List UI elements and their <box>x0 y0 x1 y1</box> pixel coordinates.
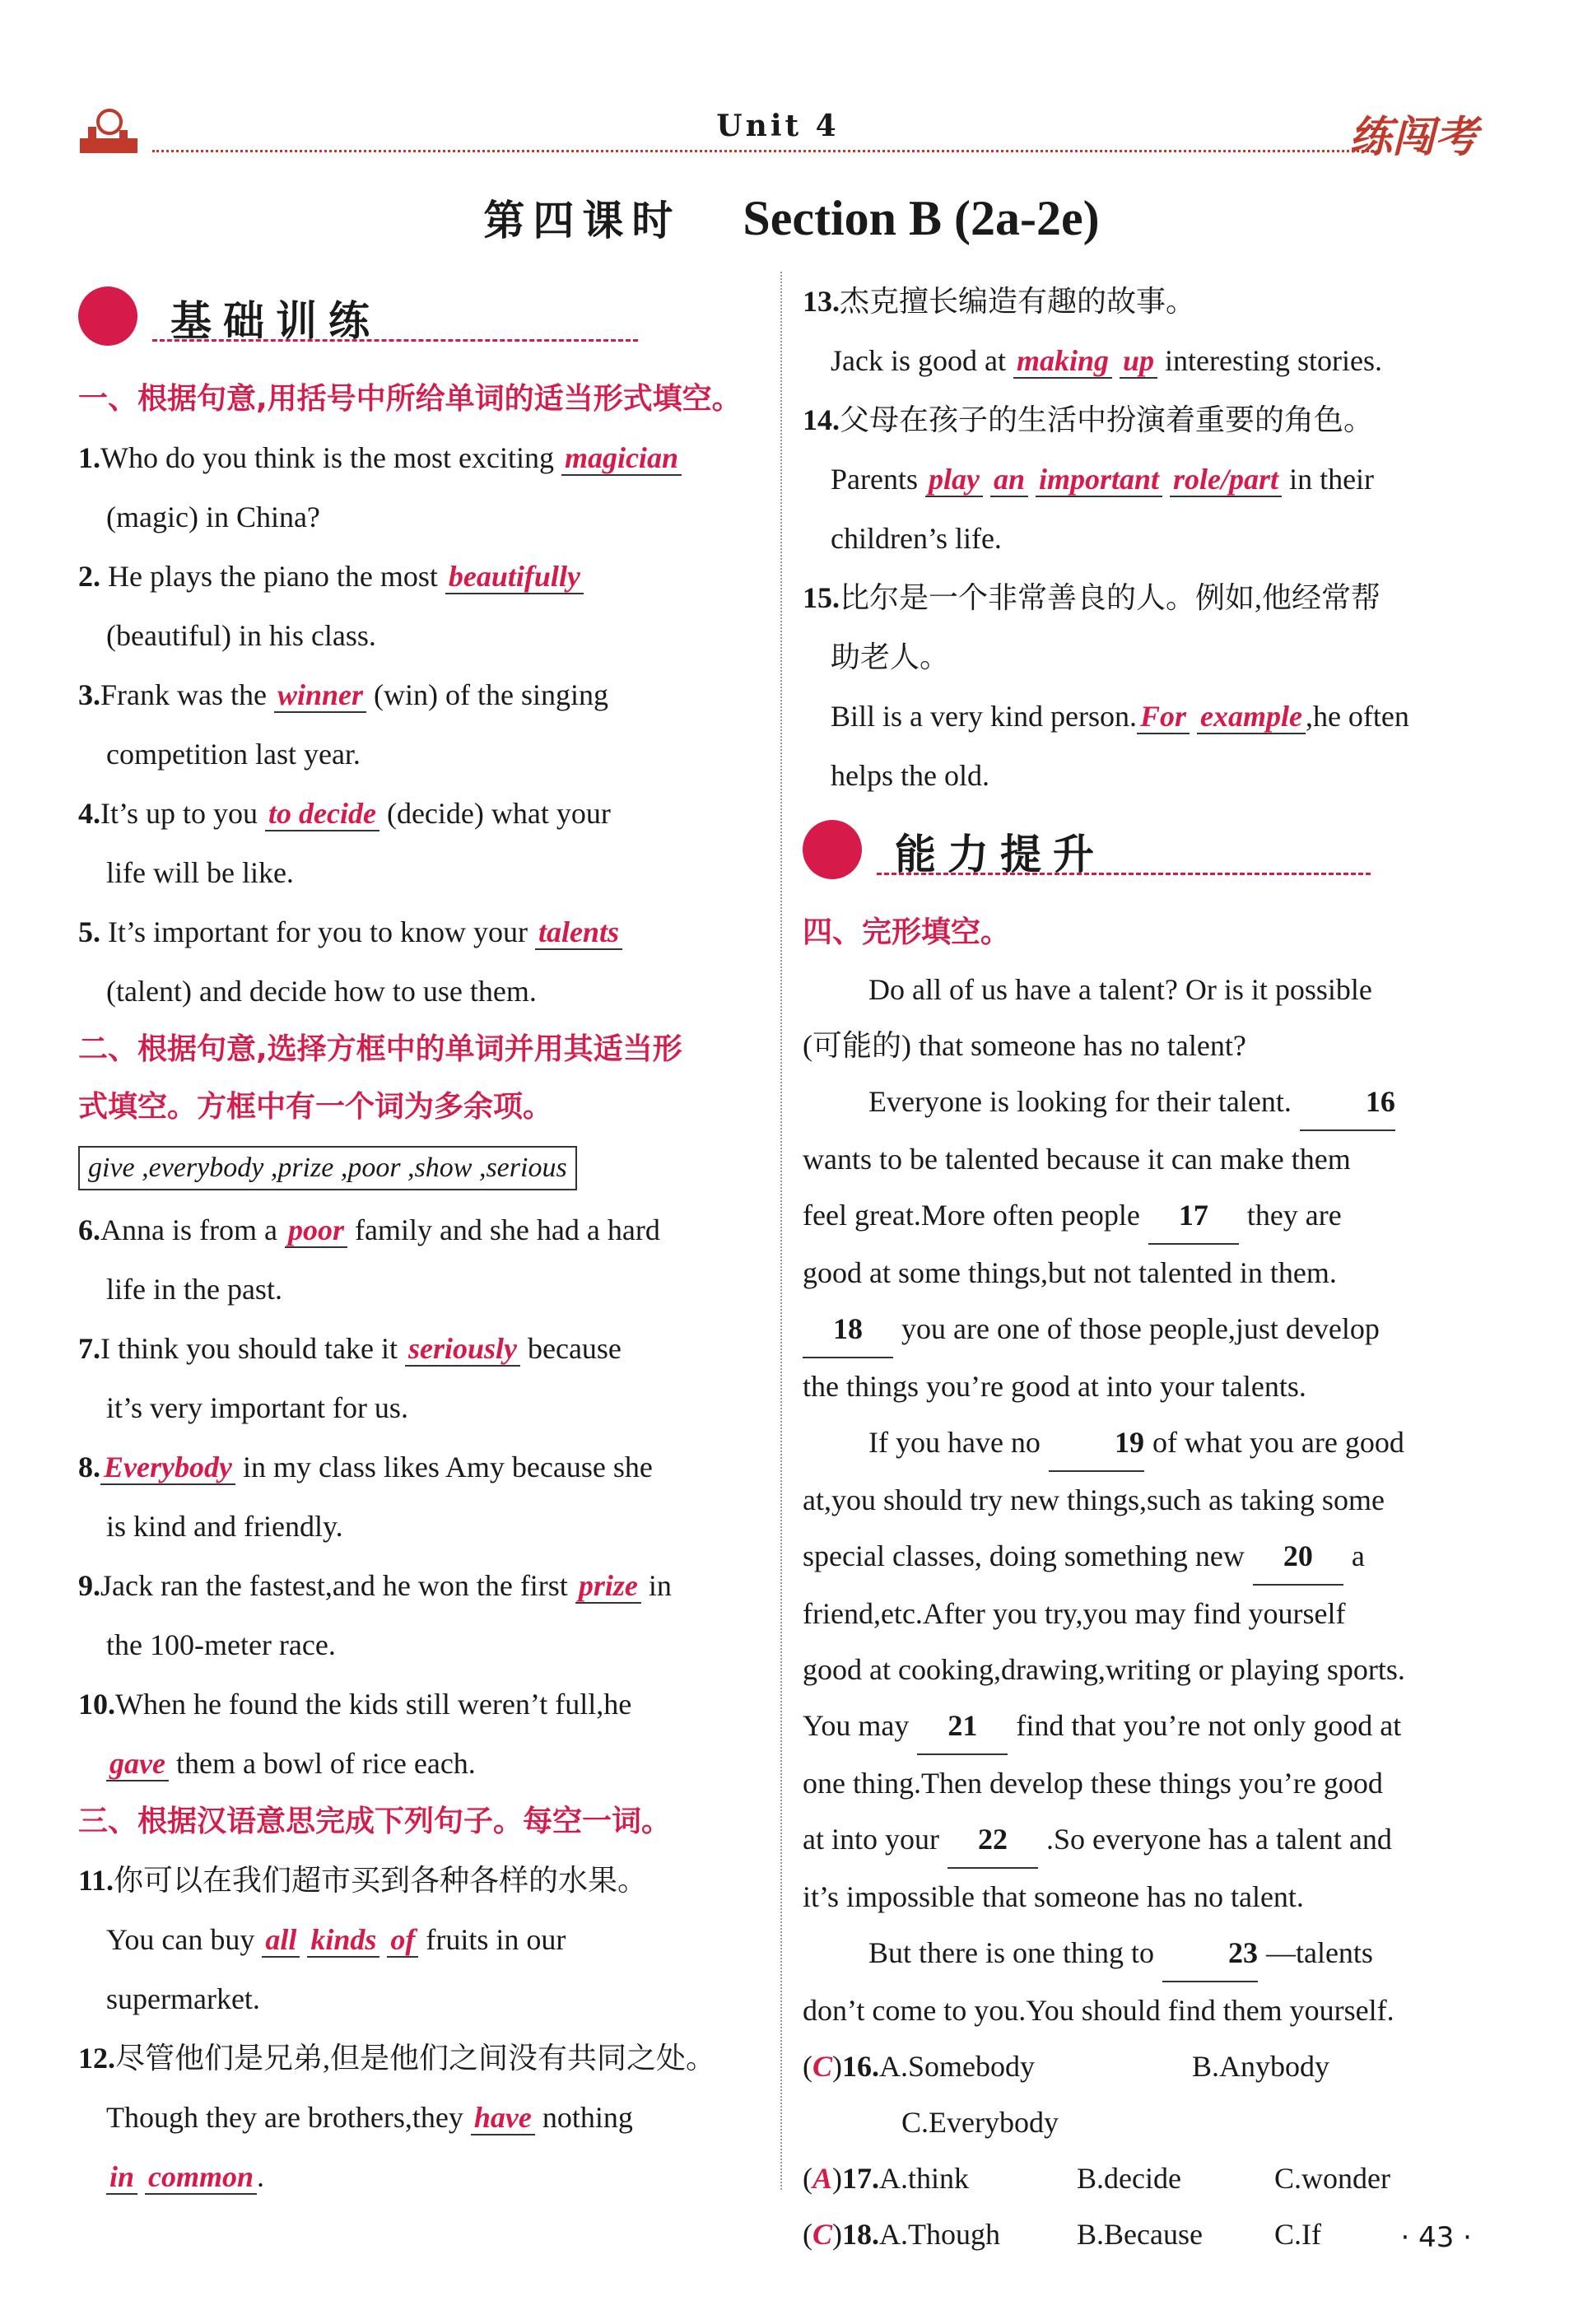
cloze-line <box>803 1074 1486 1131</box>
cloze-text: .So everyone has a talent and <box>1045 1823 1392 1856</box>
answer: magician <box>561 441 682 476</box>
answer: common <box>145 2160 257 2195</box>
q-text: It’s important for you to know your <box>100 915 535 948</box>
q-number: 16. <box>842 2050 880 2083</box>
q-text: Jack ran the fastest,and he won the first <box>100 1569 575 1602</box>
cloze-blank: 23 <box>1162 1925 1258 1982</box>
question-8-cont: is kind and friendly. <box>106 1510 343 1543</box>
question-1 <box>78 428 753 487</box>
q-cn: 比尔是一个非常善良的人。例如,他经常帮 <box>840 581 1381 614</box>
lesson-title <box>0 188 1583 247</box>
cloze-line: the things you’re good at into your talents. <box>803 1370 1306 1403</box>
cloze-line: wants to be talented because it can make them <box>803 1143 1351 1176</box>
question-10 <box>78 1674 753 1734</box>
q-text: . <box>257 2160 265 2193</box>
question-6 <box>78 1200 753 1260</box>
answer: up <box>1120 344 1157 379</box>
q-text: I think you should take it <box>100 1332 405 1365</box>
cloze-text: find that you’re not only good at <box>1016 1709 1402 1742</box>
question-5 <box>78 902 753 962</box>
q-number: 7. <box>78 1332 100 1365</box>
question-14-en <box>803 449 1486 509</box>
q-number: 10. <box>78 1688 115 1721</box>
answer: all <box>262 1923 300 1958</box>
cloze-text: they are <box>1246 1199 1342 1232</box>
q-text: Though they are brothers,they <box>106 2101 471 2134</box>
cloze-line: Do all of us have a talent? Or is it possible <box>868 973 1372 1006</box>
question-14 <box>803 390 1486 449</box>
cloze-blank: 16 <box>1300 1074 1395 1131</box>
cloze-text: at into your <box>803 1823 939 1856</box>
cloze-line <box>803 1925 1486 1982</box>
question-2 <box>78 547 753 606</box>
lesson-title-cn: 第四课时 <box>483 197 682 245</box>
q-text: (win) of the singing <box>366 678 608 711</box>
q-number: 1. <box>78 441 100 474</box>
question-9-cont: the 100-meter race. <box>106 1628 336 1661</box>
q-text: He plays the piano the most <box>100 560 445 593</box>
brand-logo: 练闯考 <box>1348 113 1478 162</box>
answer: seriously <box>405 1332 520 1367</box>
option-b: B.Because <box>1077 2218 1203 2251</box>
pencil-icon <box>78 286 137 346</box>
q-text: fruits in our <box>418 1923 566 1956</box>
q-text: Parents <box>831 463 925 496</box>
q-number: 5. <box>78 915 100 948</box>
cloze-text: you are one of those people,just develop <box>901 1312 1380 1345</box>
question-11-en <box>78 1910 753 1969</box>
lesson-title-en: Section B (2a-2e) <box>743 191 1100 245</box>
cloze-blank: 18 <box>803 1301 893 1358</box>
cloze-line: at,you should try new things,such as taking some <box>803 1483 1385 1516</box>
section-basic-header <box>78 280 753 354</box>
q-text: ,he often <box>1305 700 1409 733</box>
question-1-cont: (magic) in China? <box>106 501 320 533</box>
instruction-two-b: 式填空。方框中有一个词为多余项。 <box>78 1090 553 1124</box>
page-number: · 43 · <box>1400 2221 1472 2254</box>
option-c: C.Everybody <box>901 2106 1059 2139</box>
instruction-four: 四、完形填空。 <box>803 915 1011 949</box>
answer: For <box>1137 700 1190 734</box>
option-row-17: (A)17.A.think B.decide C.wonder <box>803 2150 1486 2206</box>
question-13 <box>803 272 1486 331</box>
option-c: C.If <box>1274 2218 1322 2251</box>
question-2-cont: (beautiful) in his class. <box>106 619 376 652</box>
q-text: Bill is a very kind person. <box>831 700 1137 733</box>
answer: making <box>1013 344 1112 379</box>
q-cn: 尽管他们是兄弟,但是他们之间没有共同之处。 <box>115 2042 716 2075</box>
q-number: 12. <box>78 2042 115 2075</box>
question-15-cont: helps the old. <box>831 759 989 792</box>
cloze-text: of what you are good <box>1152 1426 1404 1459</box>
question-3-cont: competition last year. <box>106 738 361 771</box>
cloze-text: feel great.More often people <box>803 1199 1140 1232</box>
answer: role/part <box>1170 463 1282 497</box>
q-text: Anna is from a <box>100 1213 285 1246</box>
answer: in <box>106 2160 137 2195</box>
q-text: them a bowl of rice each. <box>168 1747 476 1780</box>
question-3 <box>78 665 753 724</box>
option-row-16: (C)16.A.Somebody B.Anybody <box>803 2038 1486 2094</box>
answer: poor <box>285 1213 347 1248</box>
instruction-one: 一、根据句意,用括号中所给单词的适当形式填空。 <box>78 382 742 416</box>
q-number: 4. <box>78 797 100 830</box>
question-8 <box>78 1437 753 1497</box>
option-b: B.Anybody <box>1192 2050 1330 2083</box>
q-cn: 杰克擅长编造有趣的故事。 <box>840 285 1196 318</box>
instruction-two-a: 二、根据句意,选择方框中的单词并用其适当形 <box>78 1032 682 1066</box>
q-number: 18. <box>842 2218 880 2251</box>
answer: an <box>990 463 1028 497</box>
answer: kinds <box>307 1923 379 1958</box>
question-7 <box>78 1319 753 1378</box>
q-number: 13. <box>803 285 840 318</box>
cloze-line: good at some things,but not talented in them. <box>803 1256 1337 1289</box>
cloze-blank: 19 <box>1049 1414 1144 1472</box>
q-text: because <box>519 1332 622 1365</box>
option-c: C.wonder <box>1274 2162 1390 2195</box>
answer: example <box>1197 700 1306 734</box>
cloze-line: friend,etc.After you try,you may find yourself <box>803 1597 1346 1630</box>
cloze-text: If you have no <box>868 1426 1041 1459</box>
section-basic-title: 基础训练 <box>170 297 381 345</box>
cloze-blank: 21 <box>917 1698 1008 1755</box>
q-text: nothing <box>534 2101 633 2134</box>
cloze-blank: 22 <box>947 1811 1038 1869</box>
option-a: A.Though <box>879 2218 1001 2251</box>
question-5-cont: (talent) and decide how to use them. <box>106 975 537 1008</box>
q-text: in their <box>1282 463 1375 496</box>
question-14-cont: children’s life. <box>831 522 1002 555</box>
section-advance-title: 能力提升 <box>895 831 1106 878</box>
cloze-line <box>803 1187 1486 1245</box>
option-row-16-cont <box>803 2094 1486 2150</box>
header-rule <box>152 150 1379 152</box>
unit-label: Unit 4 <box>716 109 840 143</box>
q-text: Frank was the <box>100 678 274 711</box>
cloze-text: You may <box>803 1709 910 1742</box>
selected-answer: C <box>812 2050 833 2083</box>
clock-icon <box>803 820 862 879</box>
selected-answer: A <box>812 2162 833 2195</box>
cloze-text: a <box>1351 1539 1365 1572</box>
q-text: interesting stories. <box>1157 344 1382 377</box>
q-text: in <box>640 1569 672 1602</box>
question-11 <box>78 1851 753 1910</box>
instruction-three: 三、根据汉语意思完成下列句子。每空一词。 <box>78 1805 672 1838</box>
answer: winner <box>274 678 366 713</box>
answer: to decide <box>265 797 379 831</box>
q-text: family and she had a hard <box>347 1213 660 1246</box>
question-15 <box>803 568 1486 627</box>
cloze-line: (可能的) that someone has no talent? <box>803 1029 1246 1062</box>
q-number: 6. <box>78 1213 100 1246</box>
question-12-en <box>78 2088 753 2147</box>
option-a: A.Somebody <box>879 2050 1036 2083</box>
q-number: 3. <box>78 678 100 711</box>
q-number: 14. <box>803 403 840 436</box>
cloze-text: But there is one thing to <box>868 1936 1154 1969</box>
answer: have <box>471 2101 535 2135</box>
q-text: It’s up to you <box>100 797 266 830</box>
selected-answer: C <box>812 2218 833 2251</box>
answer: play <box>925 463 983 497</box>
question-13-en <box>803 331 1486 390</box>
question-10-cont <box>78 1734 753 1793</box>
cloze-line <box>803 1301 1486 1358</box>
answer: important <box>1036 463 1162 497</box>
cloze-line <box>803 1811 1486 1869</box>
cloze-line: good at cooking,drawing,writing or playing sports. <box>803 1653 1405 1686</box>
cloze-line: it’s impossible that someone has no talent. <box>803 1880 1304 1913</box>
cloze-text: —talents <box>1265 1936 1373 1969</box>
cloze-blank: 20 <box>1253 1528 1343 1586</box>
question-12-cont <box>78 2147 753 2206</box>
question-6-cont: life in the past. <box>106 1273 282 1306</box>
q-number: 9. <box>78 1569 100 1602</box>
cloze-line: one thing.Then develop these things you’re good <box>803 1767 1383 1800</box>
q-text: in my class likes Amy because she <box>235 1451 653 1483</box>
answer: gave <box>106 1747 169 1781</box>
question-15-cn-cont: 助老人。 <box>831 640 950 673</box>
question-4 <box>78 784 753 843</box>
question-11-cont: supermarket. <box>106 1982 260 2015</box>
word-box: give ,everybody ,prize ,poor ,show ,serious <box>78 1146 577 1190</box>
q-cn: 你可以在我们超市买到各种各样的水果。 <box>114 1864 648 1897</box>
answer: prize <box>575 1569 641 1604</box>
answer: beautifully <box>445 560 584 594</box>
q-text: You can buy <box>106 1923 263 1956</box>
cloze-line <box>803 1528 1486 1586</box>
cloze-line: don’t come to you.You should find them yourself. <box>803 1994 1394 2027</box>
question-9 <box>78 1556 753 1615</box>
section-advance-header <box>803 813 1486 887</box>
q-text: When he found the kids still weren’t full,he <box>115 1688 632 1721</box>
q-number: 8. <box>78 1451 100 1483</box>
left-column <box>78 272 753 2206</box>
q-number: 2. <box>78 560 100 593</box>
option-b: B.decide <box>1077 2162 1181 2195</box>
cloze-line <box>803 1414 1486 1472</box>
q-number: 15. <box>803 581 840 614</box>
cloze-line <box>803 1698 1486 1755</box>
q-number: 17. <box>842 2162 880 2195</box>
q-number: 11. <box>78 1864 114 1897</box>
question-4-cont: life will be like. <box>106 856 294 889</box>
option-a: A.think <box>879 2162 970 2195</box>
page-header <box>78 99 1478 165</box>
answer: Everybody <box>100 1451 235 1485</box>
q-cn: 父母在孩子的生活中扮演着重要的角色。 <box>840 403 1374 436</box>
cloze-text: special classes, doing something new <box>803 1539 1245 1572</box>
q-text: Who do you think is the most exciting <box>100 441 561 474</box>
answer: of <box>387 1923 418 1958</box>
option-row-18: (C)18.A.Though B.Because C.If <box>803 2206 1486 2262</box>
q-text: (decide) what your <box>379 797 611 830</box>
question-12 <box>78 2028 753 2088</box>
answer: talents <box>535 915 622 950</box>
question-7-cont: it’s very important for us. <box>106 1391 408 1424</box>
q-text: Jack is good at <box>831 344 1013 377</box>
cloze-blank: 17 <box>1148 1187 1239 1245</box>
right-column <box>803 272 1486 2262</box>
cloze-text: Everyone is looking for their talent. <box>868 1085 1292 1118</box>
question-15-en <box>803 687 1486 746</box>
column-divider <box>780 272 782 2190</box>
